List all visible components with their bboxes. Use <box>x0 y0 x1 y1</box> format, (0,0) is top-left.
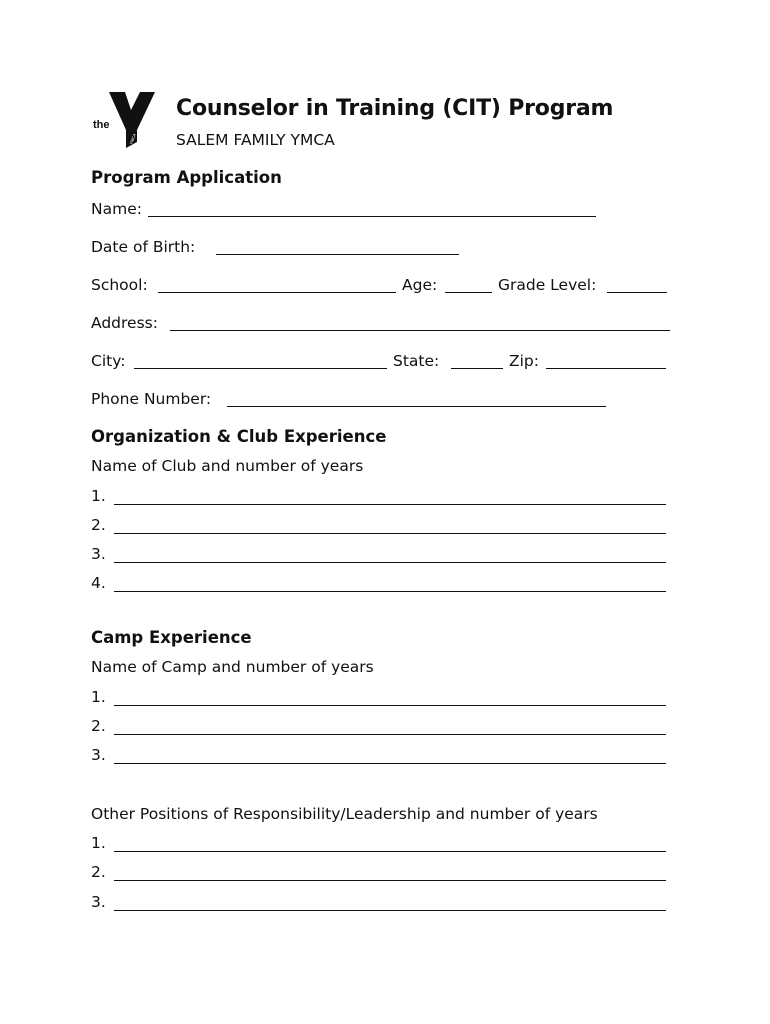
camp-experience-heading: Camp Experience <box>91 628 252 647</box>
other-item-number: 3. <box>91 893 106 911</box>
other-item-number: 2. <box>91 863 106 881</box>
camp-item-field[interactable] <box>114 763 666 764</box>
age-field[interactable] <box>445 292 492 293</box>
organization-item-field[interactable] <box>114 504 666 505</box>
school-label: School: <box>91 276 148 294</box>
camp-item-number: 1. <box>91 688 106 706</box>
organization-item-field[interactable] <box>114 562 666 563</box>
dob-label: Date of Birth: <box>91 238 196 256</box>
other-positions-instruction: Other Positions of Responsibility/Leadership and number of years <box>91 805 598 823</box>
camp-instruction: Name of Camp and number of years <box>91 658 374 676</box>
program-application-heading: Program Application <box>91 168 282 187</box>
organization-item-number: 1. <box>91 487 106 505</box>
state-field[interactable] <box>451 368 503 369</box>
phone-number-field[interactable] <box>227 406 606 407</box>
city-label: City: <box>91 352 126 370</box>
organization-item-field[interactable] <box>114 591 666 592</box>
other-item-field[interactable] <box>114 910 666 911</box>
phone-number-label: Phone Number: <box>91 390 212 408</box>
dob-field[interactable] <box>216 254 459 255</box>
organization-item-number: 4. <box>91 574 106 592</box>
ymca-logo <box>85 92 157 150</box>
organization-item-field[interactable] <box>114 533 666 534</box>
zip-field[interactable] <box>546 368 666 369</box>
name-field[interactable] <box>148 216 596 217</box>
camp-item-number: 3. <box>91 746 106 764</box>
camp-item-field[interactable] <box>114 705 666 706</box>
form-subtitle: SALEM FAMILY YMCA <box>176 131 335 149</box>
address-label: Address: <box>91 314 158 332</box>
zip-label: Zip: <box>509 352 539 370</box>
camp-item-number: 2. <box>91 717 106 735</box>
organization-item-number: 2. <box>91 516 106 534</box>
other-item-number: 1. <box>91 834 106 852</box>
grade-level-field[interactable] <box>607 292 667 293</box>
school-field[interactable] <box>158 292 396 293</box>
age-label: Age: <box>402 276 438 294</box>
camp-item-field[interactable] <box>114 734 666 735</box>
name-label: Name: <box>91 200 142 218</box>
other-item-field[interactable] <box>114 851 666 852</box>
organization-instruction: Name of Club and number of years <box>91 457 364 475</box>
svg-text:YMCA: YMCA <box>128 132 138 146</box>
organization-heading: Organization & Club Experience <box>91 427 387 446</box>
grade-level-label: Grade Level: <box>498 276 597 294</box>
svg-text:the: the <box>93 119 110 131</box>
other-item-field[interactable] <box>114 880 666 881</box>
organization-item-number: 3. <box>91 545 106 563</box>
state-label: State: <box>393 352 440 370</box>
city-field[interactable] <box>134 368 387 369</box>
address-field[interactable] <box>170 330 670 331</box>
form-title: Counselor in Training (CIT) Program <box>176 96 614 121</box>
